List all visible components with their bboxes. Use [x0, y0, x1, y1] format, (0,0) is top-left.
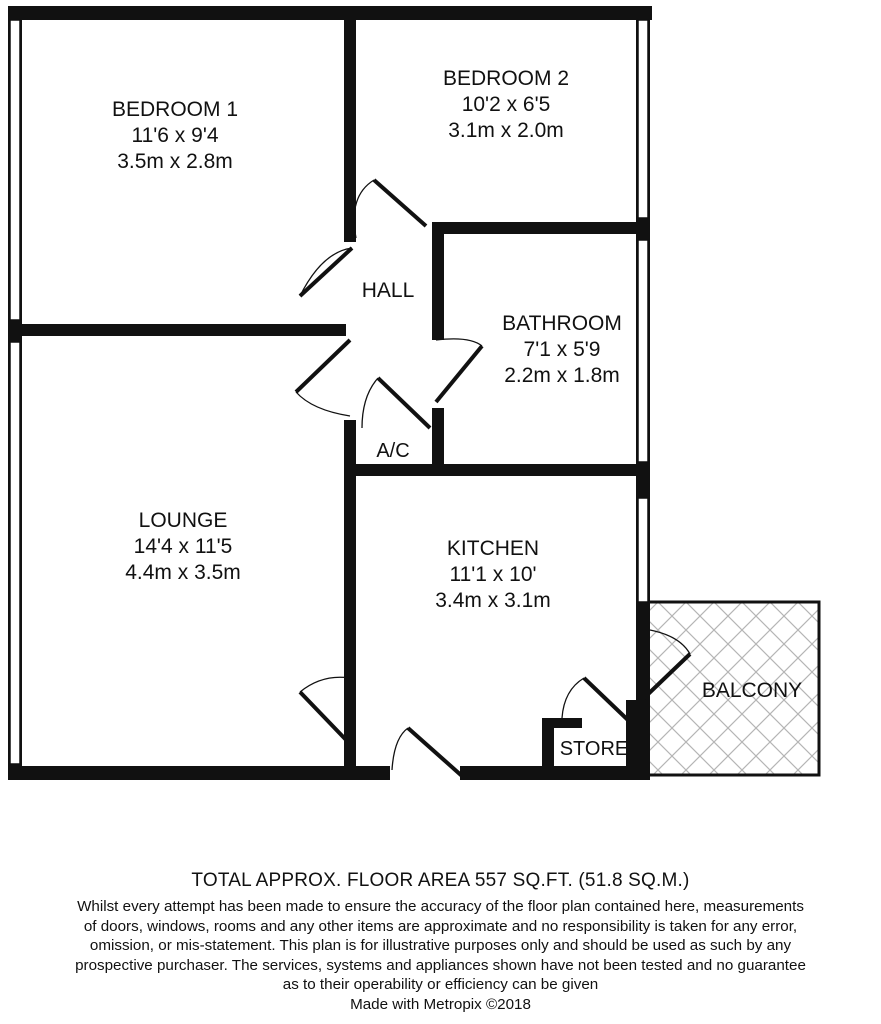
- disclaimer-line: omission, or mis-statement. This plan is for illustrative purposes only and should be used as such by any: [89, 937, 792, 954]
- bedroom2-name: BEDROOM 2: [442, 67, 570, 90]
- balcony-name: BALCONY: [701, 679, 803, 702]
- disclaimer: [0, 897, 881, 1014]
- bedroom1-imperial: 11'6 x 9'4: [131, 124, 219, 147]
- disclaimer-line: Whilst every attempt has been made to ensure the accuracy of the floor plan contained here, measurements: [77, 898, 804, 915]
- kitchen-name: KITCHEN: [446, 537, 540, 560]
- room-lounge: [125, 509, 241, 584]
- disclaimer-line: prospective purchaser. The services, systems and appliances shown have not been tested and no guarantee: [75, 956, 806, 974]
- disclaimer-line: as to their operability or efficiency can be given: [282, 976, 599, 993]
- bathroom-imperial: 7'1 x 5'9: [523, 338, 601, 361]
- lounge-metric: 4.4m x 3.5m: [125, 561, 241, 584]
- room-bedroom-1: [112, 98, 238, 173]
- room-hall: [362, 279, 415, 302]
- bedroom2-imperial: 10'2 x 6'5: [461, 93, 551, 116]
- bedroom1-name: BEDROOM 1: [111, 98, 239, 121]
- credit-line: Made with Metropix ©2018: [350, 995, 531, 1013]
- room-bedroom-2: [443, 67, 569, 142]
- ac-name: A/C: [376, 440, 410, 462]
- lounge-imperial: 14'4 x 11'5: [133, 535, 233, 558]
- room-balcony: [702, 679, 802, 702]
- total-floor-area: TOTAL APPROX. FLOOR AREA 557 SQ.FT. (51.8 SQ.M.): [191, 870, 690, 891]
- kitchen-metric: 3.4m x 3.1m: [435, 589, 551, 612]
- room-store: [560, 738, 629, 760]
- bathroom-name: BATHROOM: [502, 312, 622, 335]
- lounge-name: LOUNGE: [138, 509, 228, 532]
- room-ac: [376, 440, 409, 462]
- room-kitchen: [435, 537, 551, 612]
- bedroom1-metric: 3.5m x 2.8m: [117, 150, 233, 173]
- kitchen-imperial: 11'1 x 10': [449, 563, 537, 586]
- bathroom-metric: 2.2m x 1.8m: [504, 364, 620, 387]
- bedroom2-metric: 3.1m x 2.0m: [448, 119, 564, 142]
- store-name: STORE: [559, 738, 629, 760]
- room-bathroom: [502, 312, 622, 387]
- hall-name: HALL: [361, 279, 415, 302]
- disclaimer-line: of doors, windows, rooms and any other items are approximate and no responsibility is taken for any error,: [83, 917, 798, 935]
